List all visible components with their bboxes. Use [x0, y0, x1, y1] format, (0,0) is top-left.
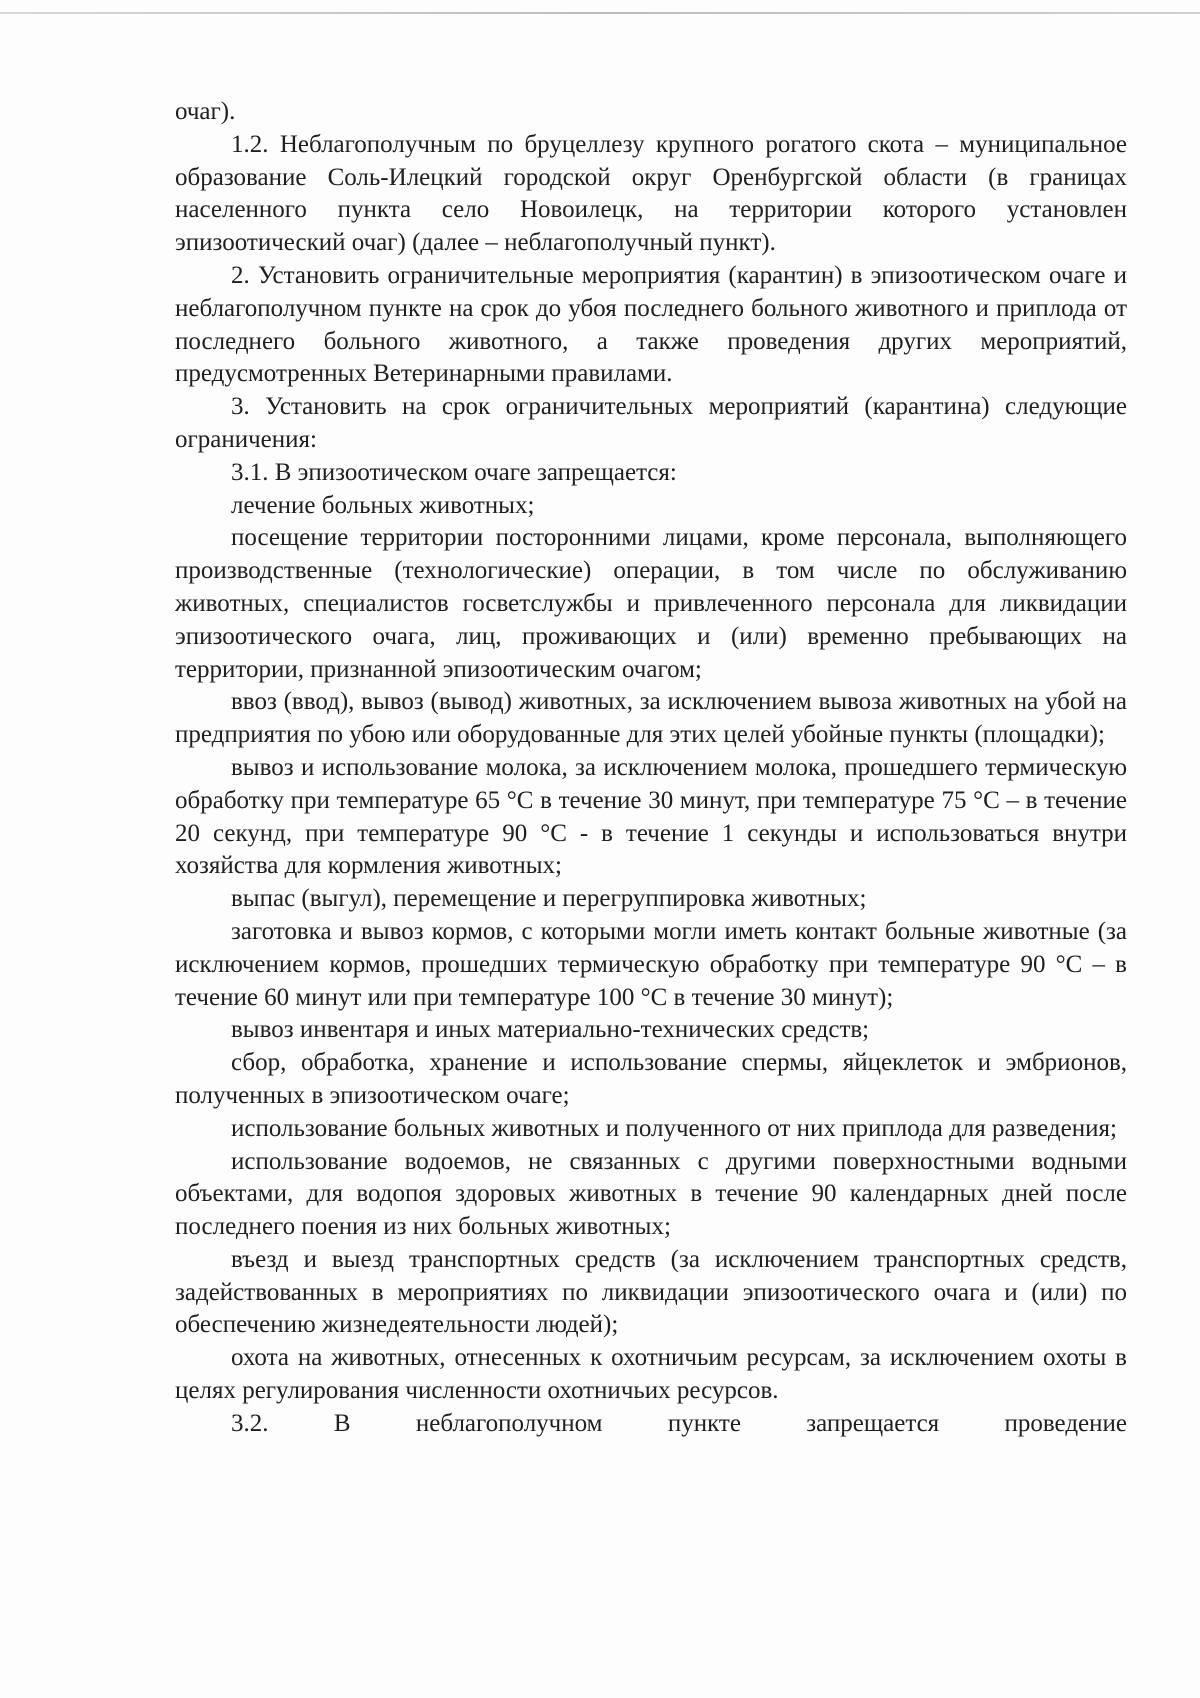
paragraph: 1.2. Неблагополучным по бруцеллезу крупного рогатого скота – муниципальное образование Соль-Илецкий городской округ Оренбургской области (в границах населенного пункта село Новоилецк, на территории которого установлен эпизоотический очаг) (далее – неблагополучный пункт).: [175, 130, 1127, 257]
paragraph: заготовка и вывоз кормов, с которыми могли иметь контакт больные животные (за исключением кормов, прошедших термическую обработку при температуре 90 °С – в течение 60 минут или при температуре 100 °С в течение 30 минут);: [175, 917, 1127, 1011]
paragraph: использование водоемов, не связанных с другими поверхностными водными объектами, для водопоя здоровых животных в течение 90 календарных дней после последнего поения из них больных животных;: [175, 1147, 1127, 1241]
paragraph: въезд и выезд транспортных средств (за исключением транспортных средств, задействованных в мероприятиях по ликвидации эпизоотического очага и (или) по обеспечению жизнедеятельности людей);: [175, 1245, 1127, 1339]
paragraph: охота на животных, отнесенных к охотничьим ресурсам, за исключением охоты в целях регулирования численности охотничьих ресурсов.: [175, 1344, 1127, 1405]
paragraph: 3.1. В эпизоотическом очаге запрещается:: [231, 458, 677, 486]
scan-top-edge: [0, 12, 1200, 14]
paragraph: выпас (выгул), перемещение и перегруппировка животных;: [231, 885, 867, 913]
document-body: [175, 96, 1127, 1441]
paragraph: сбор, обработка, хранение и использование спермы, яйцеклеток и эмбрионов, полученных в эпизоотическом очаге;: [175, 1049, 1127, 1109]
paragraph: 2. Установить ограничительные мероприятия (карантин) в эпизоотическом очаге и неблагополучном пункте на срок до убоя последнего больного животного и приплода от последнего больного животного, а также проведения других мероприятий, предусмотренных Ветеринарными правилами.: [175, 261, 1127, 388]
paragraph: очаг).: [175, 98, 236, 125]
paragraph: вывоз инвентаря и иных материально-технических средств;: [231, 1016, 870, 1044]
paragraph: вывоз и использование молока, за исключением молока, прошедшего термическую обработку при температуре 65 °С в течение 30 минут, при температуре 75 °С – в течение 20 секунд, при температуре 90 °С - в течение 1 секунды и использоваться внутри хозяйства для кормления животных;: [175, 753, 1127, 880]
paragraph: лечение больных животных;: [231, 491, 535, 519]
paragraph: использование больных животных и полученного от них приплода для разведения;: [231, 1114, 1117, 1142]
paragraph: 3.2. В неблагополучном пункте запрещается проведение: [231, 1409, 1127, 1437]
paragraph: посещение территории посторонними лицами, кроме персонала, выполняющего производственные (технологические) операции, в том числе по обслуживанию животных, специалистов госветслужбы и привлеченного персонала для ликвидации эпизоотического очага, лиц, проживающих и (или) временно пребывающих на территории, признанной эпизоотическим очагом;: [175, 524, 1127, 683]
paragraph: ввоз (ввод), вывоз (вывод) животных, за исключением вывоза животных на убой на предприятия по убою или оборудованные для этих целей убойные пункты (площадки);: [175, 688, 1127, 749]
paragraph: 3. Установить на срок ограничительных мероприятий (карантина) следующие ограничения:: [175, 393, 1127, 453]
